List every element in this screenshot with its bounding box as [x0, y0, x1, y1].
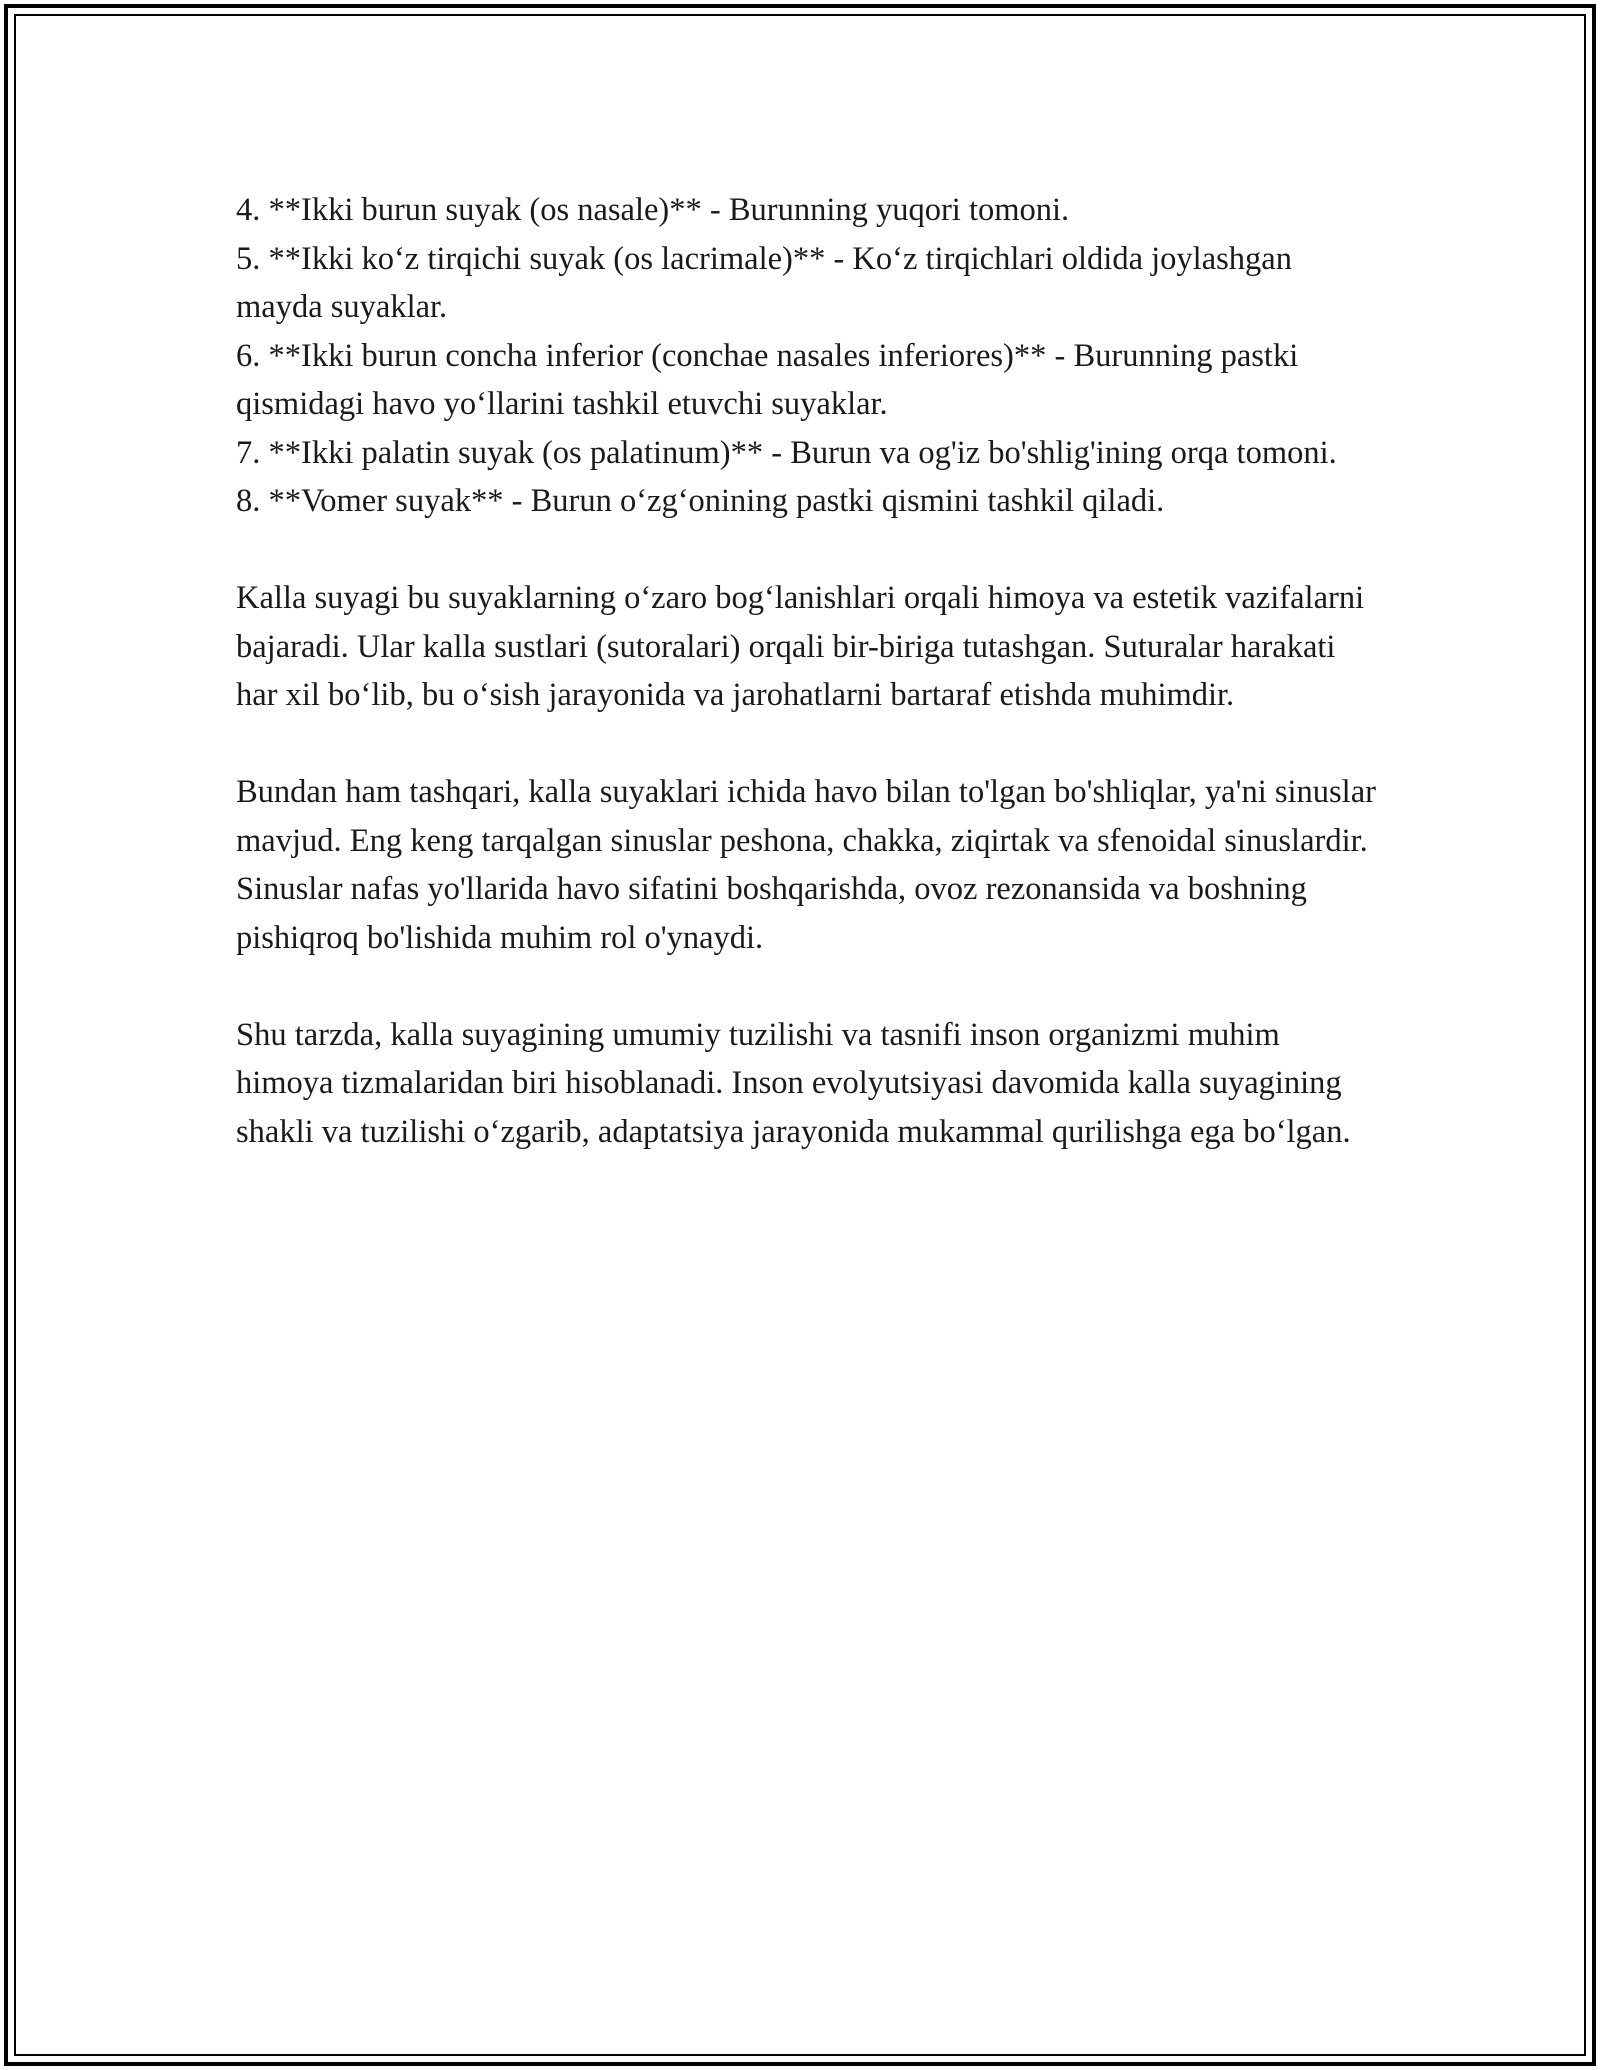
list-item: 8. **Vomer suyak** - Burun o‘zg‘onining pastki qismini tashkil qiladi.: [236, 483, 1165, 519]
paragraph-conclusion: Shu tarzda, kalla suyagining umumiy tuzilishi va tasnifi inson organizmi muhim himoya tizmalaridan biri hisoblanadi. Inson evolyutsiyasi davomida kalla suyagining shakli va tuzilishi o‘zgarib, adaptatsiya jarayonida mukammal qurilishga ega bo‘lgan.: [236, 1016, 1351, 1150]
list-item: 4. **Ikki burun suyak (os nasale)** - Burunning yuqori tomoni.: [236, 192, 1070, 228]
list-item: 5. **Ikki ko‘z tirqichi suyak (os lacrimale)** - Ko‘z tirqichlari oldida joylashgan mayda suyaklar.: [236, 240, 1292, 325]
list-item: 6. **Ikki burun concha inferior (conchae nasales inferiores)** - Burunning pastki qismidagi havo yo‘llarini tashkil etuvchi suyaklar.: [236, 337, 1299, 422]
list-item: 7. **Ikki palatin suyak (os palatinum)** - Burun va og'iz bo'shlig'ining orqa tomoni.: [236, 434, 1337, 471]
paragraph-sutures: Kalla suyagi bu suyaklarning o‘zaro bog‘lanishlari orqali himoya va estetik vazifalarni bajaradi. Ular kalla sustlari (sutoralari) orqali bir-biriga tutashgan. Suturalar harakati har xil bo‘lib, bu o‘sish jarayonida va jarohatlarni bartaraf etishda muhimdir.: [236, 580, 1365, 713]
document-body: [236, 186, 1376, 1156]
paragraph-sinuses: Bundan ham tashqari, kalla suyaklari ichida havo bilan to'lgan bo'shliqlar, ya'ni sinuslar mavjud. Eng keng tarqalgan sinuslar peshona, chakka, ziqirtak va sfenoidal sinuslardir. Sinuslar nafas yo'llarida havo sifatini boshqarishda, ovoz rezonansida va boshning pishiqroq bo'lishida muhim rol o'ynaydi.: [236, 774, 1376, 956]
bone-list: [236, 186, 1376, 526]
